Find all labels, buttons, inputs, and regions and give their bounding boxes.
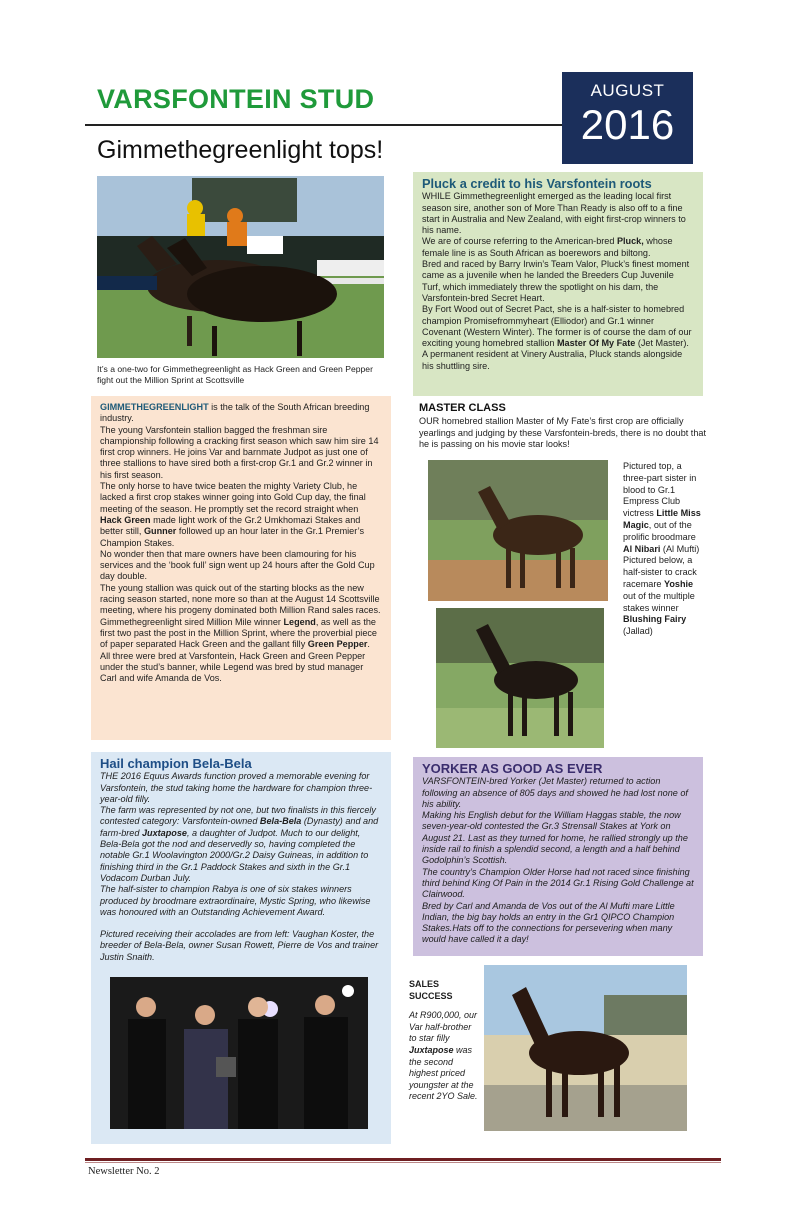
- master-class-intro: OUR homebred stallion Master of My Fate’s first crop are officially yearlings and judging by these Varsfontein-breds, there is no doubt that he is passing on his movie star looks!: [419, 416, 706, 449]
- pluck-paragraph: Bred and raced by Barry Irwin’s Team Valor, Pluck’s finest moment came as a juvenile when he landed the Breeders Cup Juvenile Turf, which immediately threw the spotlight on his dam, the Varsfontein-bred Secret Heart.: [422, 259, 690, 303]
- page-headline: Gimmethegreenlight tops!: [97, 136, 384, 164]
- article-paragraph: [100, 402, 382, 425]
- gimmethegreenlight-article: [91, 396, 391, 740]
- text-run: , as well as the first two past the post in the Million Sprint, where the proverbial piece of paper separated Hack Green and the gallant filly: [100, 616, 377, 650]
- issue-year: 2016: [580, 101, 675, 148]
- race-finish-illustration: [97, 176, 384, 358]
- awards-photo: [110, 977, 368, 1129]
- text-run: .: [367, 639, 370, 650]
- sales-title-line1: SALES: [409, 979, 440, 989]
- pluck-paragraph: [422, 236, 694, 259]
- awards-illustration: [110, 977, 368, 1129]
- text-run: , out of the prolific broodmare: [623, 519, 696, 542]
- yorker-article: [413, 757, 703, 956]
- pluck-paragraph: WHILE Gimmethegreenlight emerged as the leading local first season sire, another son of More Than Ready is also off to a fine start in Australia and New Zealand, with eight first-crop winners to his name.: [422, 191, 686, 236]
- text-run: (Al Mufti) Pictured below, a half-sister to crack racemare: [623, 543, 700, 589]
- article-paragraph: The country’s Champion Older Horse had not raced since finishing third behind King Of Pain in the 2014 Gr.1 Rising Gold Challenge at Clairwood.: [422, 866, 694, 900]
- pluck-title: Pluck a credit to his Varsfontein roots: [422, 176, 652, 191]
- text-run: (Jallad): [623, 626, 653, 637]
- text-run: By Fort Wood out of Secret Pact, she is a half-sister to homebred champion Promisefrommyheart (Elliodor) and Gr.1 winner Covenant (Western Winter). The former is of course the dam of our exciting young homebred stallion: [422, 304, 692, 349]
- pluck-article: [413, 172, 703, 396]
- article-paragraph: The half-sister to champion Rabya is one of six stakes winners produced by broodmare extraordinaire, Mystic Spring, who likewise was honoured with an Outstanding Achievement Award.: [100, 884, 371, 917]
- horse-name: Juxtapose: [409, 1044, 454, 1055]
- horse-name: Gunner: [143, 526, 177, 537]
- newsletter-number: Newsletter No. 2: [88, 1166, 160, 1177]
- horse-name: Little Miss Magic: [623, 508, 701, 530]
- master-class-article: [419, 403, 709, 450]
- article-lead: GIMMETHEGREENLIGHT: [100, 402, 209, 412]
- text-run: out of the multiple stakes winner: [623, 590, 695, 613]
- footer-rule: [85, 1158, 721, 1161]
- horse-name: Master Of My Fate: [556, 338, 636, 349]
- horse-name: Juxtapose: [141, 827, 187, 838]
- horse-name: Bela-Bela: [259, 816, 302, 827]
- text-run: (Jet Master). A permanent resident at Vinery Australia, Pluck stands alongside his shuttling sire.: [422, 338, 689, 371]
- article-paragraph: Pictured receiving their accolades are from left: Vaughan Koster, the breeder of Bela-Bela, owner Susan Rowett, Pierre de Vos and trainer Justin Snaith.: [100, 929, 379, 962]
- article-paragraph: VARSFONTEIN-bred Yorker (Jet Master) returned to action following an absence of 805 days and showed he had lost none of his ability.: [422, 776, 688, 809]
- horse-name: Blushing Fairy: [623, 614, 687, 625]
- horse-name: Pluck,: [616, 236, 644, 247]
- horse-name: Legend: [283, 616, 316, 627]
- text-run: whose female line is as South African as boerewors and biltong.: [422, 236, 673, 258]
- article-paragraph: No wonder then that mare owners have been clamouring for his services and the ‘book full’ sign went up 24 hours after the Gold Cup day double.: [100, 548, 375, 582]
- text-run: (Dynasty) and and farm-bred: [100, 816, 379, 838]
- yearling-top-illustration: [428, 460, 608, 601]
- text-run: Pictured top, a three-part sister in blood to Gr.1 Empress Club victress: [623, 461, 697, 519]
- article-paragraph: Making his English debut for the William Haggas stable, the now seven-year-old contested the Gr.3 Strensall Stakes at York on August 21. Last as they turned for home, he rallied strongly up the inside rail to finish a splendid second, a length and a half behind Godolphin’s Scottish.: [422, 810, 688, 866]
- yearling-filly-photo-top: [428, 460, 608, 601]
- horse-name: Al Nibari: [623, 543, 661, 554]
- master-class-title: MASTER CLASS: [419, 402, 506, 414]
- yearling-bottom-illustration: [436, 608, 604, 748]
- masthead-title: VARSFONTEIN STUD: [97, 84, 375, 114]
- text-run: , a daughter of Judpot. Much to our delight, Bela-Bela got the nod and deservedly so, having completed the notable Gr.1 Woolavington 2000/Gr.2 Daisy Guineas, in addition to finishing third in the Gr.1 Paddock Stakes and sixth in the Gr.1 Vodacom Durban July.: [100, 827, 369, 883]
- text-run: Gimmethegreenlight sired Million Mile winner: [100, 616, 284, 627]
- article-paragraph: Bred by Carl and Amanda de Vos out of the Al Mufti mare Little Indian, the big bay holds an entry in the Gr1 QIPCO Champion Stakes.Hats off to the connections for persevering when many would have called it a day!: [422, 900, 675, 945]
- horse-name: Hack Green: [100, 514, 151, 525]
- article-paragraph: [100, 617, 382, 651]
- text-run: made light work of the Gr.2 Umkhomazi Stakes and better still,: [100, 514, 361, 537]
- header-rule: [85, 124, 565, 126]
- article-paragraph: [100, 481, 382, 549]
- text-run: followed up an hour later in the Gr.1 Premier’s Champion Stakes.: [100, 526, 365, 548]
- sales-success-article: [409, 979, 479, 1103]
- text-run: The farm was represented by not one, but two finalists in this fiercely contested category: Varsfontein-owned: [100, 805, 376, 827]
- text-run: At R900,000, our Var half-brother to star filly: [409, 1010, 478, 1044]
- bela-bela-title: Hail champion Bela-Bela: [100, 756, 252, 771]
- footer-rule-thin: [85, 1162, 721, 1163]
- article-paragraph: The young Varsfontein stallion bagged the freshman sire championship following a cracking first season which saw him sire 14 first crop winners. He joins Var and barnmate Judpot as just one of three stallions to have sired both a first-crop Gr.1 and Gr.2 winner in his first season.: [100, 424, 379, 480]
- text-run: The only horse to have twice beaten the mighty Variety Club, he lacked a first crop stakes winner going into Gold Cup day, the final meeting of the season. He promptly set the record straight when: [100, 481, 366, 514]
- pluck-paragraph: [422, 304, 694, 372]
- issue-date-box: [562, 72, 693, 164]
- yorker-title: YORKER AS GOOD AS EVER: [422, 761, 603, 776]
- race-photo-caption: It’s a one-two for Gimmethegreenlight as Hack Green and Green Pepper fight out the Million Sprint at Scottsville: [97, 364, 373, 385]
- text-run: is the talk of the South African breeding industry.: [100, 402, 370, 424]
- article-paragraph: [100, 805, 382, 884]
- text-run: We are of course referring to the American-bred: [422, 236, 617, 247]
- sales-colt-illustration: [484, 965, 687, 1131]
- article-paragraph: All three were bred at Varsfontein, Hack Green and Green Pepper under the stud’s banner, while Legend was bred by stud manager Carl and wife Amanda de Vos.: [100, 650, 366, 684]
- sales-title-line2: SUCCESS: [409, 990, 453, 1001]
- article-paragraph: THE 2016 Equus Awards function proved a memorable evening for Varsfontein, the stud taking home the hardware for champion three-year-old filly.: [100, 771, 373, 804]
- issue-month: AUGUST: [590, 81, 665, 100]
- article-paragraph: The young stallion was quick out of the starting blocks as the new racing season started, none more so than at the August 14 Scottsville meeting, where his progeny dominated both Million Rand sales races.: [100, 582, 381, 616]
- yorker-body: [422, 776, 694, 945]
- sales-success-text: [409, 1010, 479, 1103]
- yearling-filly-photo-bottom: [436, 608, 604, 748]
- bela-bela-body: [100, 771, 382, 963]
- horse-name: Yoshie: [663, 578, 694, 589]
- text-run: was the second highest priced youngster at the recent 2YO Sale.: [409, 1044, 478, 1102]
- yearlings-caption: [623, 461, 705, 638]
- sales-colt-photo: [484, 965, 687, 1131]
- race-finish-photo: [97, 176, 384, 358]
- horse-name: Green Pepper: [307, 639, 368, 650]
